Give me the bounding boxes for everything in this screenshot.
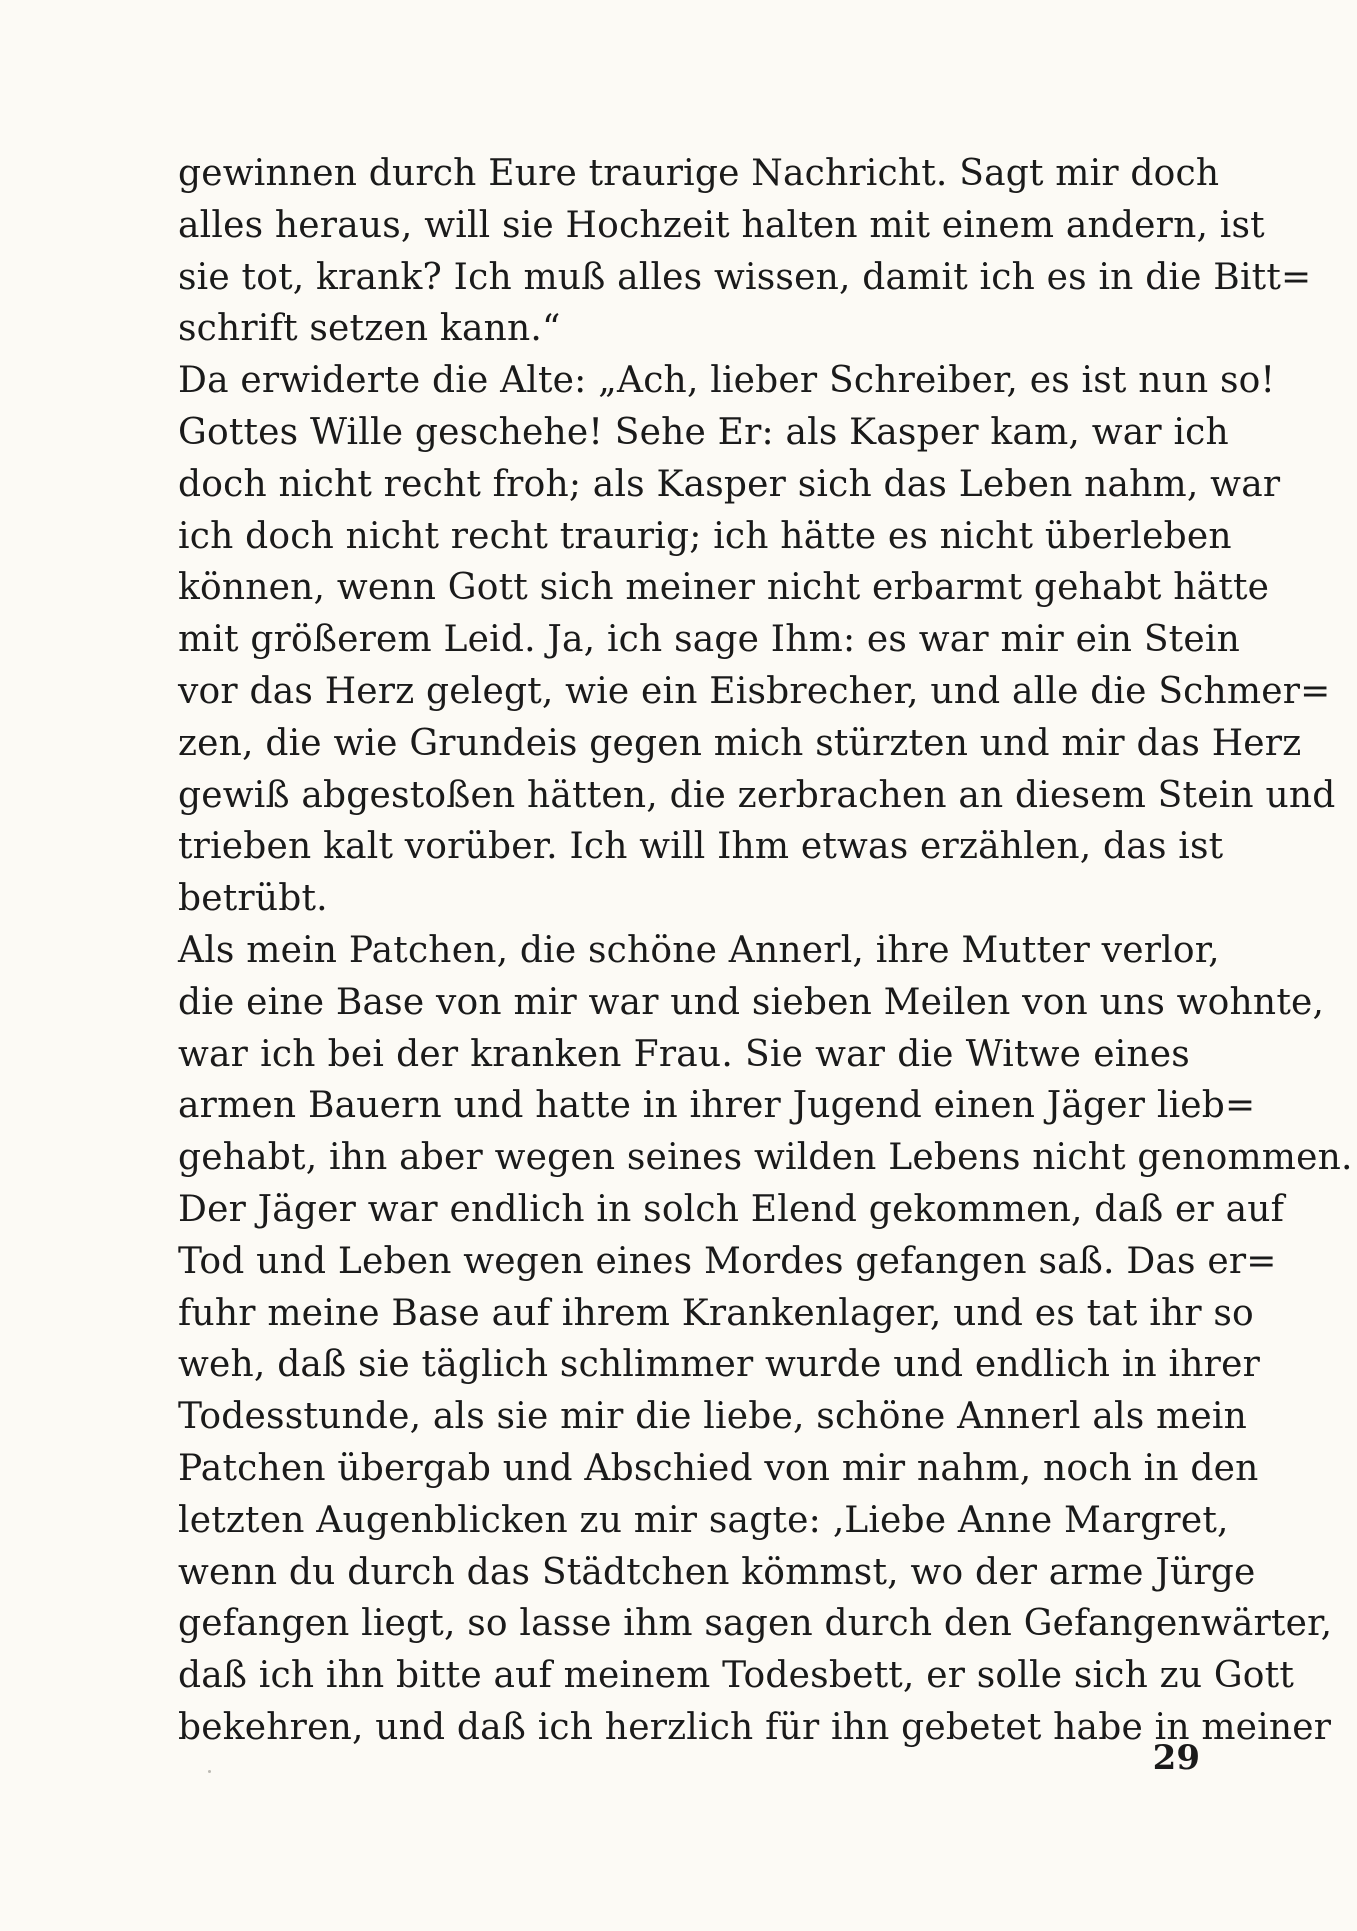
text-line: weh, daß sie täglich schlimmer wurde und endlich in ihrer — [178, 1344, 1260, 1386]
paper-speck — [208, 1770, 211, 1773]
body-text — [178, 148, 1353, 1754]
text-line: daß ich ihn bitte auf meinem Todesbett, er solle sich zu Gott — [178, 1655, 1295, 1697]
text-line: Patchen übergab und Abschied von mir nahm, noch in den — [178, 1447, 1259, 1489]
text-line: Da erwiderte die Alte: „Ach, lieber Schreiber, es ist nun so! — [178, 360, 1276, 402]
text-line: Todesstunde, als sie mir die liebe, schöne Annerl als mein — [178, 1396, 1247, 1438]
text-line: gewiß abgestoßen hätten, die zerbrachen an diesem Stein und — [178, 774, 1336, 816]
text-line: ich doch nicht recht traurig; ich hätte es nicht überleben — [178, 515, 1232, 557]
text-line: schrift setzen kann.“ — [178, 308, 561, 350]
text-line: trieben kalt vorüber. Ich will Ihm etwas erzählen, das ist — [178, 826, 1224, 868]
text-line: doch nicht recht froh; als Kasper sich das Leben nahm, war — [178, 463, 1281, 505]
text-line: letzten Augenblicken zu mir sagte: ‚Liebe Anne Margret, — [178, 1499, 1229, 1541]
text-line: gefangen liegt, so lasse ihm sagen durch den Gefangenwärter, — [178, 1603, 1333, 1645]
text-line: Tod und Leben wegen eines Mordes gefangen saß. Das er= — [178, 1240, 1277, 1282]
text-line: betrübt. — [178, 878, 328, 920]
text-line: bekehren, und daß ich herzlich für ihn gebetet habe in meiner — [178, 1706, 1332, 1748]
text-line: zen, die wie Grundeis gegen mich stürzten und mir das Herz — [178, 722, 1302, 764]
text-line: wenn du durch das Städtchen kömmst, wo der arme Jürge — [178, 1551, 1256, 1593]
text-line: Als mein Patchen, die schöne Annerl, ihre Mutter verlor, — [178, 929, 1220, 971]
text-line: fuhr meine Base auf ihrem Krankenlager, und es tat ihr so — [178, 1292, 1254, 1334]
text-line: Gottes Wille geschehe! Sehe Er: als Kasper kam, war ich — [178, 411, 1229, 453]
text-line: können, wenn Gott sich meiner nicht erbarmt gehabt hätte — [178, 567, 1270, 609]
text-line: armen Bauern und hatte in ihrer Jugend einen Jäger lieb= — [178, 1085, 1256, 1127]
text-line: vor das Herz gelegt, wie ein Eisbrecher, und alle die Schmer= — [178, 670, 1331, 712]
text-line: die eine Base von mir war und sieben Meilen von uns wohnte, — [178, 981, 1325, 1023]
text-line: sie tot, krank? Ich muß alles wissen, damit ich es in die Bitt= — [178, 256, 1312, 298]
text-line: mit größerem Leid. Ja, ich sage Ihm: es war mir ein Stein — [178, 619, 1240, 661]
page-number: 29 — [1152, 1738, 1200, 1778]
text-line: gehabt, ihn aber wegen seines wilden Lebens nicht genommen. — [178, 1137, 1353, 1179]
text-line: gewinnen durch Eure traurige Nachricht. Sagt mir doch — [178, 153, 1220, 194]
text-line: Der Jäger war endlich in solch Elend gekommen, daß er auf — [178, 1188, 1285, 1230]
text-line: alles heraus, will sie Hochzeit halten mit einem andern, ist — [178, 204, 1265, 246]
text-line: war ich bei der kranken Frau. Sie war die Witwe eines — [178, 1033, 1190, 1075]
